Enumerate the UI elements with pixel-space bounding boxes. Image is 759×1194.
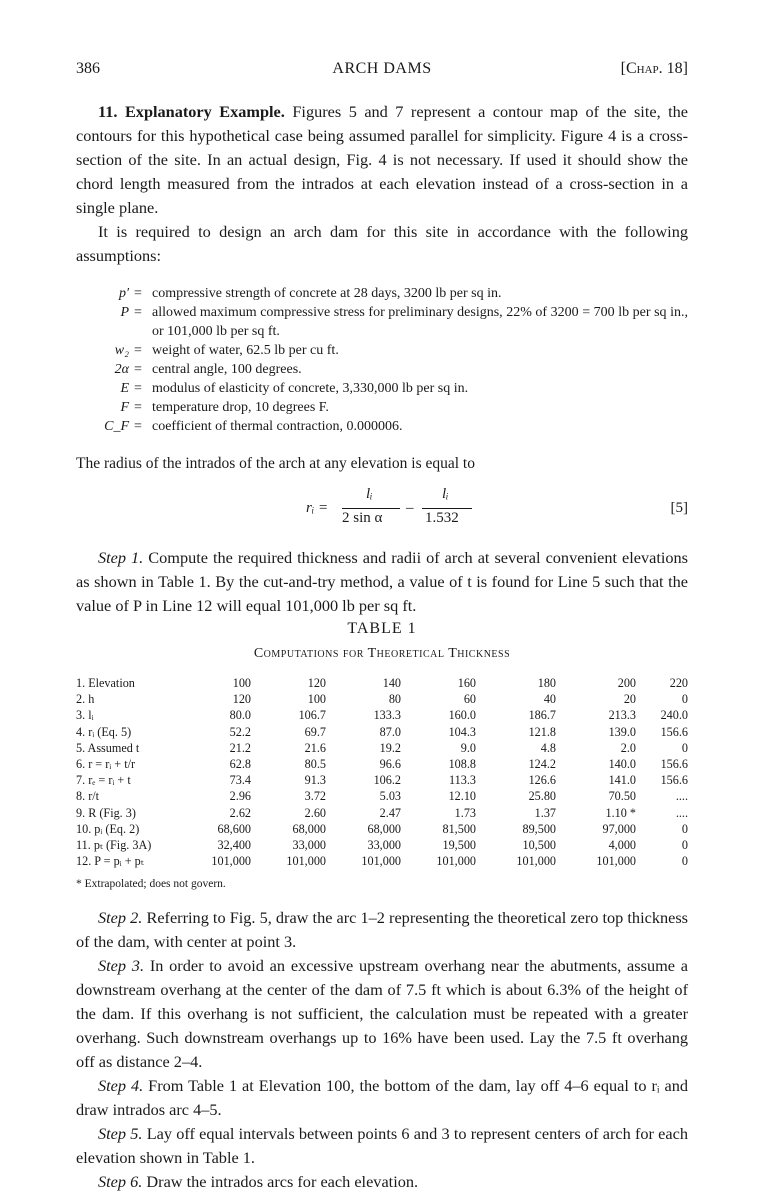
table-cell: 68,000 (292, 821, 326, 836)
table-cell: 0 (681, 837, 688, 852)
table-row (76, 854, 688, 870)
table-cell: 1.10 * (605, 805, 636, 820)
table-cell: 21.2 (229, 740, 251, 755)
table-cell: 0 (681, 692, 688, 707)
table-cell: 0 (681, 740, 688, 755)
table-cell: .... (675, 789, 688, 804)
table-cell: 80 (388, 692, 401, 707)
book-page (76, 60, 688, 1194)
table-cell: 33,000 (292, 837, 326, 852)
table-row-label: 2. h (76, 692, 95, 707)
running-title: ARCH DAMS (332, 60, 432, 77)
table-row (76, 838, 688, 854)
assumption-row (76, 417, 688, 436)
table-row-label: 3. lᵢ (76, 708, 94, 723)
table-cell: 113.3 (449, 773, 476, 788)
equals-sign: = (134, 343, 142, 358)
table-cell: 4,000 (608, 837, 636, 852)
table-row (76, 822, 688, 838)
step-text: Referring to Fig. 5, draw the arc 1–2 representing the theoretical zero top thickness of the dam, with center at point 3. (76, 908, 689, 952)
table-cell: 97,000 (602, 821, 636, 836)
step-label: Step 3. (98, 956, 145, 976)
equals-sign: = (134, 362, 142, 377)
table-cell: 101,000 (516, 854, 556, 869)
table-cell: 160 (457, 676, 476, 690)
table-cell: 2.62 (229, 805, 251, 820)
section-paragraph-1-text: Figures 5 and 7 represent a contour map of the site, the contours for this hypothetical case being assumed parallel for simplicity. Figure 4 is a cross-section of the site. In an actual design, Fig. 4 is not necessary. If used it should show the chord length measured from the intrados at each elevation instead of a cross-section in a single plane. (76, 102, 689, 217)
equation-numerator-1: lᵢ (366, 486, 373, 502)
table-cell: 100 (232, 676, 251, 690)
table-row-label: 7. rₑ = rᵢ + t (76, 773, 131, 788)
assumption-row (76, 379, 688, 398)
page-number: 386 (76, 60, 100, 77)
table-cell: 1.73 (454, 805, 476, 820)
assumption-row (76, 303, 688, 341)
table-cell: 200 (617, 676, 636, 690)
table-cell: 91.3 (304, 773, 326, 788)
equals-sign: = (134, 305, 142, 320)
table-cell: 96.6 (379, 756, 401, 771)
table-row (76, 692, 688, 708)
table-row-label: 11. pₜ (Fig. 3A) (76, 837, 152, 852)
table-row (76, 757, 688, 773)
equation-denominator-2: 1.532 (425, 510, 459, 526)
table-cell: 70.50 (608, 789, 636, 804)
table-cell: 0 (681, 821, 688, 836)
running-head (76, 60, 688, 82)
table-cell: 104.3 (448, 724, 476, 739)
table-cell: 1.37 (534, 805, 556, 820)
step-paragraph (76, 1122, 688, 1170)
table-cell: 81,500 (442, 821, 476, 836)
fraction-bar-1 (342, 508, 400, 509)
equation-numerator-2: lᵢ (442, 486, 449, 502)
table-cell: 213.3 (608, 708, 636, 723)
table-row (76, 676, 688, 692)
assumption-definition: temperature drop, 10 degrees F. (152, 400, 329, 415)
step-text: In order to avoid an excessive upstream overhang near the abutments, assume a downstream overhang at the center of the dam of 7.5 ft which is about 6.3% of the height of the dam. If this overhang is not sufficient, the calculation must be repeated with a greater overhang. Such downstream overhangs up to 16% have been used. Lay the 7.5 ft overhang off as distance 2–4. (76, 956, 688, 1072)
equals-sign: = (134, 419, 142, 434)
table-cell: 52.2 (229, 724, 251, 739)
table-title: TABLE 1 (347, 620, 417, 637)
assumption-definition: modulus of elasticity of concrete, 3,330,000 lb per sq in. (152, 381, 469, 396)
equals-sign: = (134, 286, 142, 301)
table-cell: 186.7 (528, 708, 556, 723)
table-row (76, 773, 688, 789)
table-cell: 19,500 (442, 837, 476, 852)
table-cell: 139.0 (608, 724, 636, 739)
table-row-label: 8. r/t (76, 789, 100, 804)
table-row-label: 6. r = rᵢ + t/r (76, 756, 136, 771)
table-cell: 12.10 (448, 789, 476, 804)
table-cell: 73.4 (229, 773, 251, 788)
assumption-row (76, 398, 688, 417)
table-cell: 160.0 (448, 708, 476, 723)
table-cell: 100 (307, 692, 326, 707)
step-paragraph (76, 954, 688, 1074)
table-cell: 5.03 (379, 789, 401, 804)
table-cell: 101,000 (436, 854, 476, 869)
table-cell: 140 (382, 676, 401, 690)
table-cell: 62.8 (229, 756, 251, 771)
assumption-symbol: w₂ (114, 343, 129, 358)
step-label: Step 2. (98, 908, 143, 928)
table-cell: 108.8 (448, 756, 476, 771)
table-cell: 240.0 (660, 708, 688, 723)
table-cell: 89,500 (522, 821, 556, 836)
table-cell: 120 (307, 676, 326, 690)
table-cell: 156.6 (660, 724, 688, 739)
table-cell: 126.6 (528, 773, 556, 788)
table-cell: 32,400 (217, 837, 251, 852)
equation-lhs: rᵢ = (306, 500, 329, 516)
table-cell: 220 (669, 676, 688, 690)
assumption-definition: compressive strength of concrete at 28 days, 3200 lb per sq in. (152, 286, 502, 301)
table-row (76, 789, 688, 805)
table-row (76, 708, 688, 724)
table-cell: 2.0 (620, 740, 636, 755)
step-1-text: Compute the required thickness and radii of arch at several convenient elevations as shown in Table 1. By the cut-and-try method, a value of t is found for Line 5 such that the value of P in Line 12 will equal 101,000 lb per sq ft. (76, 548, 689, 615)
table-row-label: 1. Elevation (76, 676, 135, 690)
table-row (76, 741, 688, 757)
assumption-symbol: 2α (114, 362, 129, 377)
table-row-label: 10. pᵢ (Eq. 2) (76, 821, 140, 836)
table-cell: 106.2 (373, 773, 401, 788)
step-label: Step 5. (98, 1124, 143, 1144)
table-cell: 33,000 (367, 837, 401, 852)
table-cell: 2.96 (229, 789, 251, 804)
step-1-label: Step 1. (98, 548, 144, 567)
equals-sign: = (134, 381, 142, 396)
table-cell: 101,000 (286, 854, 326, 869)
table-cell: 140.0 (608, 756, 636, 771)
step-text: From Table 1 at Elevation 100, the bottom of the dam, lay off 4–6 equal to rᵢ and draw intrados arc 4–5. (76, 1076, 688, 1120)
table-cell: 2.47 (379, 805, 401, 820)
radius-intro: The radius of the intrados of the arch at any elevation is equal to (76, 455, 475, 472)
assumption-symbol: E (120, 381, 129, 396)
assumption-definition: allowed maximum compressive stress for preliminary designs, 22% of 3200 = 700 lb per sq in., or 101,000 lb per sq ft. (152, 305, 688, 339)
chapter-label: [Chap. 18] (620, 60, 688, 77)
steps-list (76, 906, 688, 1194)
assumption-symbol: F (120, 400, 129, 415)
table-cell: 87.0 (379, 724, 401, 739)
table-cell: 180 (537, 676, 556, 690)
table-row-label: 4. rᵢ (Eq. 5) (76, 724, 132, 739)
table-cell: .... (675, 805, 688, 820)
table-cell: 80.0 (229, 708, 251, 723)
assumption-row (76, 284, 688, 303)
assumption-definition: weight of water, 62.5 lb per cu ft. (152, 343, 339, 358)
equation-number: [5] (670, 500, 688, 516)
step-paragraph (76, 1170, 688, 1194)
assumption-symbol: C_F (104, 419, 129, 434)
table-cell: 120 (232, 692, 251, 707)
table-caption: Computations for Theoretical Thickness (253, 646, 511, 661)
computation-table (76, 676, 688, 870)
table-cell: 2.60 (304, 805, 326, 820)
assumption-row (76, 341, 688, 360)
equation-denominator-1: 2 sin α (342, 510, 383, 526)
table-cell: 101,000 (211, 854, 251, 869)
table-row-label: 5. Assumed t (76, 740, 140, 755)
table-cell: 60 (463, 692, 476, 707)
table-row-label: 12. P = pᵢ + pₜ (76, 854, 144, 869)
table-cell: 25.80 (528, 789, 556, 804)
step-text: Lay off equal intervals between points 6 and 3 to represent centers of arch for each elevation shown in Table 1. (76, 1124, 689, 1168)
table-cell: 133.3 (373, 708, 401, 723)
table-cell: 101,000 (596, 854, 636, 869)
table-cell: 0 (681, 854, 688, 869)
step-paragraph (76, 906, 688, 954)
assumption-definition: central angle, 100 degrees. (152, 362, 302, 377)
table-cell: 68,600 (217, 821, 251, 836)
table-cell: 19.2 (379, 740, 401, 755)
table-cell: 21.6 (304, 740, 326, 755)
equation-5 (76, 486, 688, 534)
table-cell: 68,000 (367, 821, 401, 836)
table-cell: 80.5 (304, 756, 326, 771)
table-row (76, 725, 688, 741)
table-row (76, 806, 688, 822)
table-cell: 20 (623, 692, 636, 707)
section-paragraph-2: It is required to design an arch dam for this site in accordance with the following assumptions: (76, 222, 688, 265)
table-cell: 9.0 (460, 740, 476, 755)
table-footnote: * Extrapolated; does not govern. (76, 878, 226, 891)
step-label: Step 6. (98, 1172, 143, 1192)
table-cell: 121.8 (528, 724, 556, 739)
table-cell: 141.0 (608, 773, 636, 788)
table-cell: 101,000 (361, 854, 401, 869)
section-paragraph-1 (76, 100, 688, 220)
fraction-bar-2 (422, 508, 472, 509)
step-paragraph (76, 1074, 688, 1122)
assumption-definition: coefficient of thermal contraction, 0.000006. (152, 419, 403, 434)
step-1-paragraph (76, 546, 688, 618)
assumption-symbol: P (120, 305, 129, 320)
equation-separator: – (406, 500, 414, 516)
table-cell: 69.7 (304, 724, 326, 739)
table-cell: 10,500 (522, 837, 556, 852)
table-cell: 156.6 (660, 773, 688, 788)
step-text: Draw the intrados arcs for each elevation. (146, 1172, 419, 1192)
equals-sign: = (134, 400, 142, 415)
table-cell: 4.8 (540, 740, 556, 755)
assumption-symbol: p′ (118, 286, 129, 301)
table-cell: 156.6 (660, 756, 688, 771)
table-cell: 106.7 (298, 708, 326, 723)
table-cell: 40 (543, 692, 556, 707)
section-heading: 11. Explanatory Example. (98, 102, 285, 121)
assumption-row (76, 360, 688, 379)
step-label: Step 4. (98, 1076, 144, 1096)
assumptions-list (76, 284, 688, 436)
table-cell: 124.2 (528, 756, 556, 771)
table-cell: 3.72 (304, 789, 326, 804)
table-row-label: 9. R (Fig. 3) (76, 805, 136, 820)
